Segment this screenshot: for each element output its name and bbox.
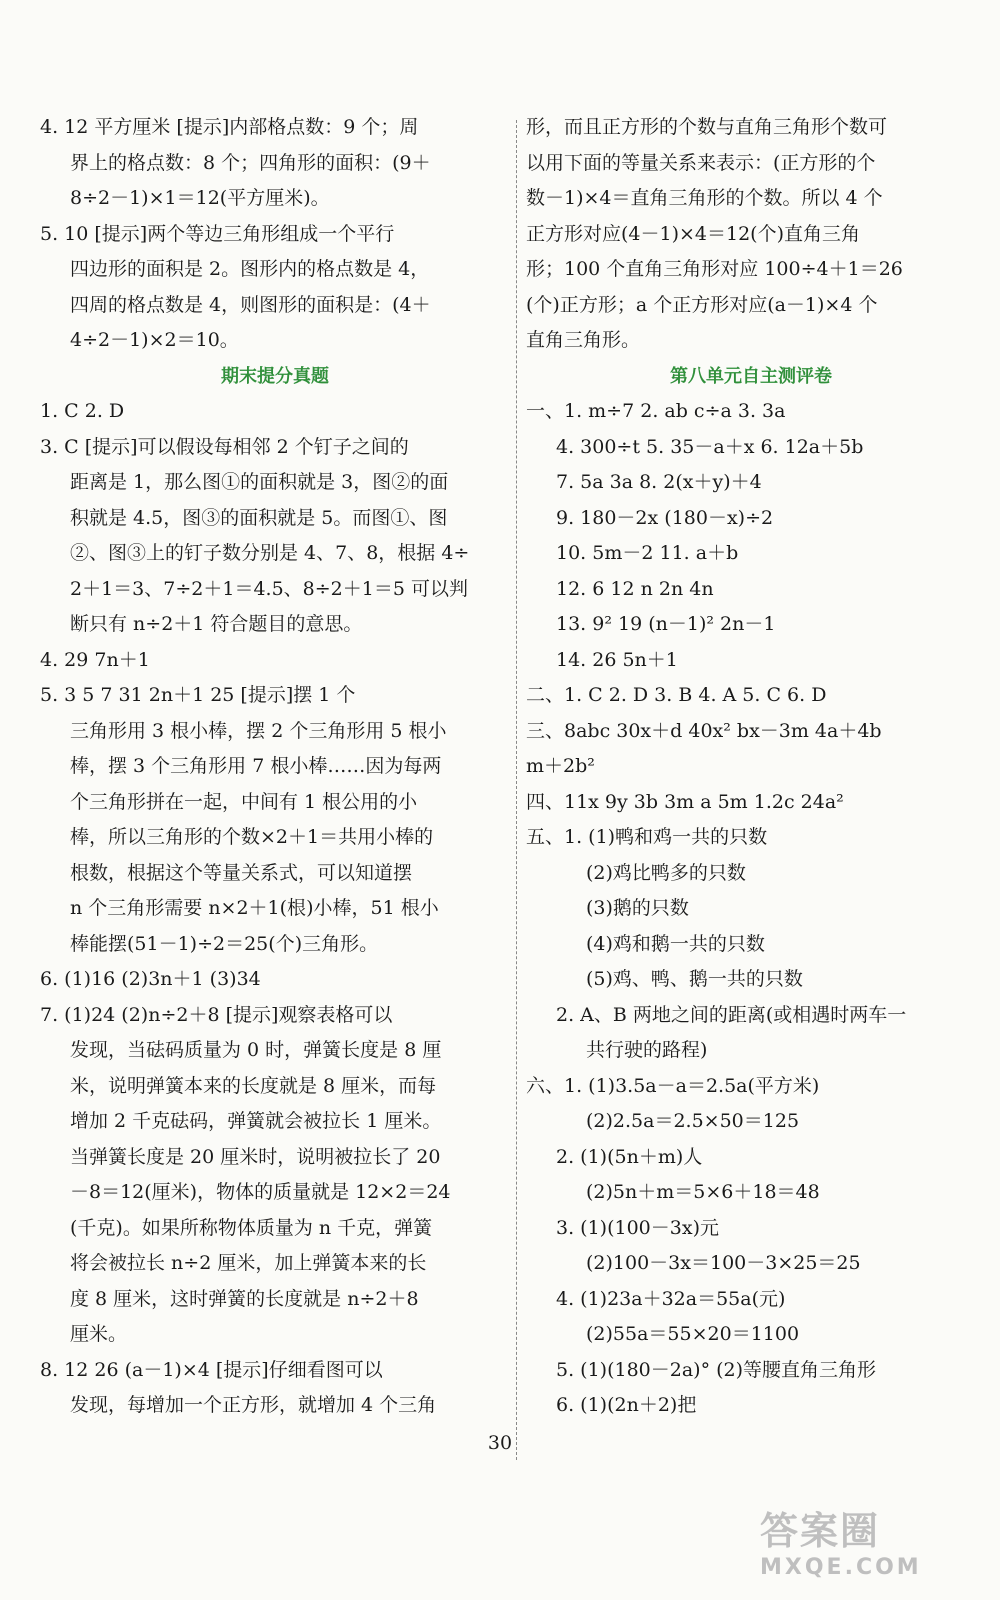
- left-text-line: 四边形的面积是 2。图形内的格点数是 4，: [70, 258, 430, 280]
- left-text-line: 2＋1＝3、7÷2＋1＝4.5、8÷2＋1＝5 可以判: [70, 577, 468, 600]
- left-text-line: 1. C 2. D: [40, 400, 125, 422]
- right-text-line: 形，而且正方形的个数与直角三角形个数可: [526, 116, 888, 138]
- right-text-line: 一、1. m÷7 2. ab c÷a 3. 3a: [526, 400, 786, 422]
- right-text-line: (2)2.5a＝2.5×50＝125: [586, 1110, 800, 1132]
- left-text-line: (千克)。如果所称物体质量为 n 千克，弹簧: [70, 1216, 433, 1239]
- left-text-line: 4. 29 7n＋1: [40, 648, 150, 671]
- right-text-line: 四、11x 9y 3b 3m a 5m 1.2c 24a²: [526, 790, 844, 813]
- right-text-line: 正方形对应(4－1)×4＝12(个)直角三角: [526, 222, 861, 245]
- right-text-line: 2. A、B 两地之间的距离(或相遇时两车一: [556, 1003, 907, 1026]
- left-text-line: 5. 3 5 7 31 2n＋1 25 [提示]摆 1 个: [40, 684, 356, 706]
- right-text-line: 六、1. (1)3.5a－a＝2.5a(平方米): [526, 1074, 820, 1097]
- left-text-line: 三角形用 3 根小棒，摆 2 个三角形用 5 根小: [70, 719, 447, 742]
- right-text-line: 4. (1)23a＋32a＝55a(元): [556, 1287, 786, 1310]
- left-text-line: 增加 2 千克砝码，弹簧就会被拉长 1 厘米。: [70, 1110, 442, 1132]
- left-text-line: 个三角形拼在一起，中间有 1 根公用的小: [70, 790, 418, 813]
- right-text-line: 二、1. C 2. D 3. B 4. A 5. C 6. D: [526, 684, 827, 706]
- right-text-line: m＋2b²: [526, 755, 595, 777]
- left-text-line: －8＝12(厘米)，物体的质量就是 12×2＝24: [70, 1181, 451, 1203]
- right-text-line: (4)鸡和鹅一共的只数: [586, 932, 765, 955]
- left-text-line: 5. 10 [提示]两个等边三角形组成一个平行: [40, 222, 395, 245]
- right-text-line: 6. (1)(2n＋2)把: [556, 1394, 697, 1416]
- left-text-line: 断只有 n÷2＋1 符合题目的意思。: [70, 613, 363, 635]
- right-text-line: (个)正方形；a 个正方形对应(a－1)×4 个: [526, 293, 878, 316]
- left-text-line: 厘米。: [70, 1323, 128, 1345]
- left-text-line: n 个三角形需要 n×2＋1(根)小棒，51 根小: [70, 897, 439, 919]
- left-text-line: 棒，摆 3 个三角形用 7 根小棒……因为每两: [70, 755, 442, 777]
- left-text-line: 根数，根据这个等量关系式，可以知道摆: [70, 861, 413, 884]
- right-text-line: 2. (1)(5n＋m)人: [556, 1145, 703, 1168]
- left-text-line: 界上的格点数：8 个；四角形的面积：(9＋: [70, 151, 431, 174]
- right-text-line: 13. 9² 19 (n－1)² 2n－1: [556, 613, 776, 635]
- right-text-line: 14. 26 5n＋1: [556, 648, 678, 671]
- site-watermark: [760, 1500, 922, 1580]
- watermark-url: MXQE.COM: [760, 1555, 922, 1580]
- left-text-line: 4÷2－1)×2＝10。: [70, 329, 239, 351]
- right-text-line: (2)鸡比鸭多的只数: [586, 861, 746, 884]
- page-number: 30: [487, 1432, 513, 1454]
- left-text-line: 3. C [提示]可以假设每相邻 2 个钉子之间的: [40, 435, 409, 458]
- right-text-line: 数－1)×4＝直角三角形的个数。所以 4 个: [526, 187, 883, 209]
- left-text-line: 棒，所以三角形的个数×2＋1＝共用小棒的: [70, 826, 434, 848]
- left-text-line: 四周的格点数是 4，则图形的面积是：(4＋: [70, 293, 431, 316]
- watermark-text: 答案圈: [760, 1509, 881, 1553]
- left-text-line: 当弹簧长度是 20 厘米时，说明被拉长了 20: [70, 1145, 441, 1168]
- left-text-line: 8. 12 26 (a－1)×4 [提示]仔细看图可以: [40, 1358, 383, 1381]
- left-text-line: 发现，每增加一个正方形，就增加 4 个三角: [70, 1394, 437, 1416]
- right-text-line: 7. 5a 3a 8. 2(x＋y)＋4: [556, 471, 762, 493]
- right-text-line: 三、8abc 30x＋d 40x² bx－3m 4a＋4b: [526, 719, 882, 742]
- right-text-line: 直角三角形。: [526, 329, 641, 351]
- left-text-line: 积就是 4.5，图③的面积就是 5。而图①、图: [70, 506, 448, 529]
- left-text-line: 米，说明弹簧本来的长度就是 8 厘米，而每: [70, 1074, 437, 1097]
- right-text-line: 12. 6 12 n 2n 4n: [556, 577, 714, 600]
- left-text-line: 度 8 厘米，这时弹簧的长度就是 n÷2＋8: [70, 1287, 419, 1310]
- right-text-line: 共行驶的路程): [586, 1039, 708, 1061]
- section-heading: 期末提分真题: [221, 365, 329, 387]
- right-text-line: (5)鸡、鸭、鹅一共的只数: [586, 968, 803, 990]
- left-text-line: 将会被拉长 n÷2 厘米，加上弹簧本来的长: [70, 1252, 427, 1274]
- right-text-line: (3)鹅的只数: [586, 897, 689, 919]
- left-column: [40, 110, 510, 1424]
- left-text-line: 发现，当砝码质量为 0 时，弹簧长度是 8 厘: [70, 1039, 442, 1061]
- right-text-line: 以用下面的等量关系来表示：(正方形的个: [526, 151, 876, 174]
- left-text-line: 距离是 1，那么图①的面积就是 3，图②的面: [70, 471, 449, 493]
- column-divider: [516, 120, 517, 1460]
- right-text-line: 五、1. (1)鸭和鸡一共的只数: [526, 826, 768, 848]
- right-text-line: 4. 300÷t 5. 35－a＋x 6. 12a＋5b: [556, 435, 864, 458]
- left-text-line: 8÷2－1)×1＝12(平方厘米)。: [70, 187, 330, 209]
- right-text-line: 9. 180－2x (180－x)÷2: [556, 506, 774, 529]
- right-text-line: 5. (1)(180－2a)° (2)等腰直角三角形: [556, 1358, 877, 1381]
- right-text-line: (2)5n＋m＝5×6＋18＝48: [586, 1181, 820, 1203]
- right-column: [526, 110, 976, 1424]
- right-text-line: (2)100－3x＝100－3×25＝25: [586, 1252, 861, 1274]
- left-text-line: 棒能摆(51－1)÷2＝25(个)三角形。: [70, 932, 379, 955]
- left-text-line: 4. 12 平方厘米 [提示]内部格点数：9 个；周: [40, 116, 419, 138]
- right-text-line: 形；100 个直角三角形对应 100÷4＋1＝26: [526, 258, 903, 280]
- left-text-line: 7. (1)24 (2)n÷2＋8 [提示]观察表格可以: [40, 1003, 393, 1026]
- left-text-line: 6. (1)16 (2)3n＋1 (3)34: [40, 968, 261, 990]
- section-heading: 第八单元自主测评卷: [670, 365, 832, 387]
- right-text-line: 3. (1)(100－3x)元: [556, 1216, 719, 1239]
- right-text-line: (2)55a＝55×20＝1100: [586, 1323, 800, 1345]
- right-text-line: 10. 5m－2 11. a＋b: [556, 542, 739, 564]
- left-text-line: ②、图③上的钉子数分别是 4、7、8，根据 4÷: [70, 542, 470, 564]
